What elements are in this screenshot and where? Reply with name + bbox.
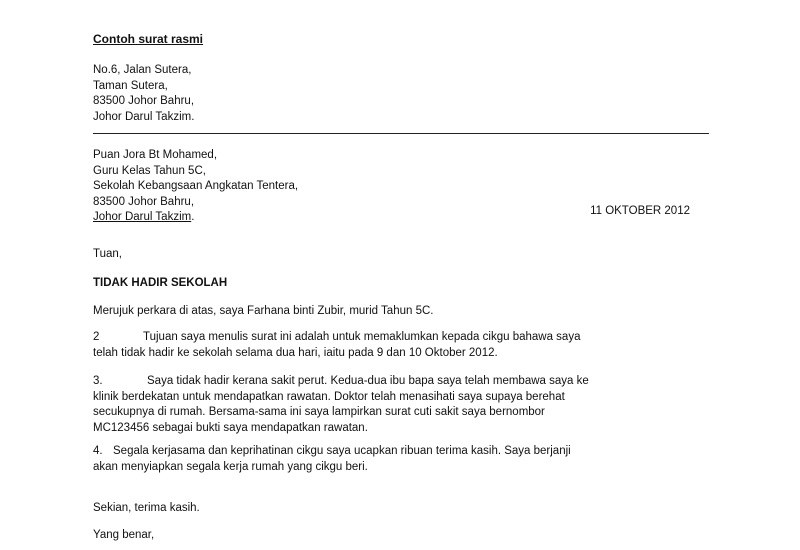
recipient-state-line — [93, 210, 298, 226]
paragraph-line — [93, 444, 705, 460]
paragraph-number: 3. — [93, 375, 103, 387]
sender-address-line: Taman Sutera, — [93, 79, 168, 92]
paragraph-line: telah tidak hadir ke sekolah selama dua hari, iaitu pada 9 dan 10 Oktober 2012. — [93, 346, 498, 359]
paragraph-line — [93, 374, 705, 390]
recipient-line: Puan Jora Bt Mohamed, — [93, 149, 218, 161]
recipient-line: Sekolah Kebangsaan Angkatan Tentera, — [93, 180, 299, 193]
sender-address-line: No.6, Jalan Sutera, — [93, 64, 192, 76]
paragraph-line: klinik berdekatan untuk mendapatkan rawatan. Doktor telah menasihati saya supaya berehat — [93, 390, 565, 403]
divider-line — [93, 133, 709, 134]
sender-address-line: Johor Darul Takzim. — [93, 110, 195, 123]
paragraph-text: Segala kerjasama dan keprihatinan cikgu saya ucapkan ribuan terima kasih. Saya berjanji — [113, 445, 571, 457]
recipient-state-punct: . — [191, 211, 195, 224]
paragraph-number: 4. — [93, 445, 103, 457]
paragraph-text: Saya tidak hadir kerana sakit perut. Kedua-dua ibu bapa saya telah membawa saya ke — [147, 375, 589, 387]
letter-subject: TIDAK HADIR SEKOLAH — [93, 277, 228, 289]
paragraph-4 — [93, 444, 705, 475]
letter-heading: Contoh surat rasmi — [93, 32, 204, 46]
letter-date: 11 OKTOBER 2012 — [590, 205, 690, 217]
paragraph-3 — [93, 374, 705, 436]
intro-paragraph: Merujuk perkara di atas, saya Farhana binti Zubir, murid Tahun 5C. — [93, 305, 434, 317]
closing-line: Sekian, terima kasih. — [93, 502, 200, 514]
recipient-line: 83500 Johor Bahru, — [93, 195, 195, 208]
paragraph-line: akan menyiapkan segala kerja rumah yang cikgu beri. — [93, 460, 368, 473]
salutation: Tuan, — [93, 248, 122, 260]
sign-off: Yang benar, — [93, 529, 155, 541]
paragraph-text: Tujuan saya menulis surat ini adalah untuk memaklumkan kepada cikgu bahawa saya — [143, 331, 581, 343]
sender-address — [93, 63, 194, 125]
sender-address-line: 83500 Johor Bahru, — [93, 95, 195, 108]
paragraph-line: MC123456 sebagai bukti saya mendapatkan rawatan. — [93, 421, 368, 434]
recipient-address — [93, 148, 298, 226]
paragraph-line — [93, 330, 705, 346]
paragraph-number: 2 — [93, 331, 100, 343]
paragraph-line: secukupnya di rumah. Bersama-sama ini saya lampirkan surat cuti sakit saya bernombor — [93, 406, 545, 419]
recipient-state: Johor Darul Takzim — [93, 211, 192, 224]
paragraph-2 — [93, 330, 705, 361]
recipient-line: Guru Kelas Tahun 5C, — [93, 164, 206, 177]
